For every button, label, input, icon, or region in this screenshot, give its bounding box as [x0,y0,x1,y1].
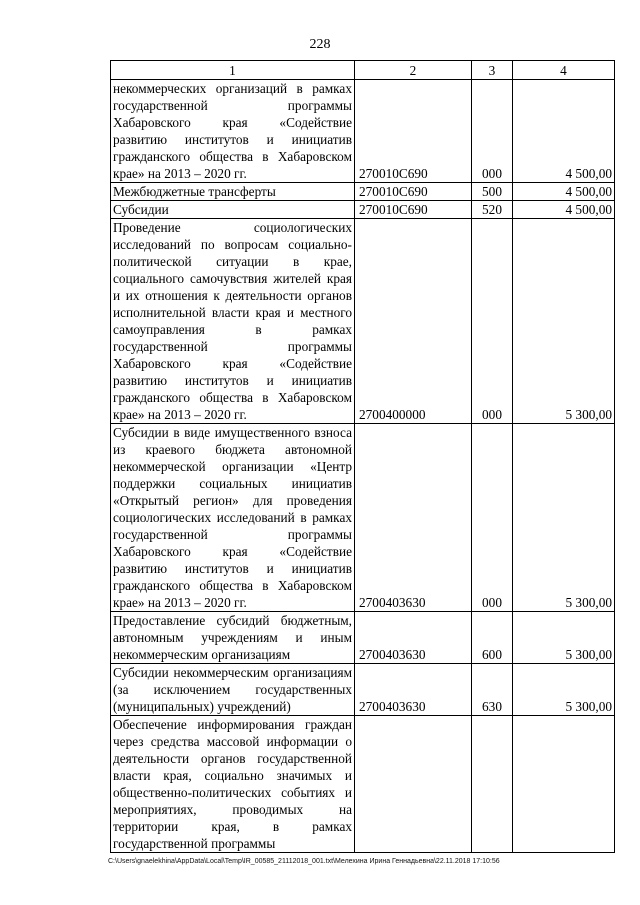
budget-table [110,60,615,853]
row-name: Обеспечение информирования граждан через средства массовой информации о деятельности органов государственной власти края, социально значимых и общественно-политических событиях и мероприятиях, проводимых на территории края, в рамках государственной программы [111,716,355,853]
row-expense-type: 000 [472,80,513,183]
row-expense-type [472,716,513,853]
table-row [111,612,615,664]
row-sum: 5 300,00 [513,664,615,716]
row-expense-type: 520 [472,201,513,219]
header-col-1: 1 [111,61,355,80]
row-code: 2700400000 [355,219,472,424]
row-code: 270010С690 [355,183,472,201]
table-row [111,80,615,183]
row-code: 270010С690 [355,201,472,219]
row-name: Предоставление субсидий бюджетным, автономным учреждениям и иным некоммерческим организациям [111,612,355,664]
table-row [111,183,615,201]
row-code: 2700403630 [355,424,472,612]
file-path-footer: C:\Users\gnaelekhina\AppData\Local\Temp\IR_00585_21112018_001.txt\Мелехина Ирина Геннадьевна\22.11.2018 17:10:56 [108,858,500,865]
header-col-3: 3 [472,61,513,80]
row-code [355,716,472,853]
row-name: Проведение социологических исследований по вопросам социально-политической ситуации в крае, социального самочувствия жителей края и их отношения к деятельности органов исполнительной власти края и местного самоуправления в рамках государственной программы Хабаровского края «Содействие развитию институтов и инициатив гражданского общества в Хабаровском крае» на 2013 – 2020 гг. [111,219,355,424]
row-name: Субсидии некоммерческим организациям (за исключением государственных (муниципальных) учреждений) [111,664,355,716]
row-sum: 5 300,00 [513,424,615,612]
row-expense-type: 600 [472,612,513,664]
row-name: некоммерческих организаций в рамках государственной программы Хабаровского края «Содействие развитию институтов и инициатив гражданского общества в Хабаровском крае» на 2013 – 2020 гг. [111,80,355,183]
table-row [111,424,615,612]
row-expense-type: 000 [472,424,513,612]
table-row [111,664,615,716]
row-code: 2700403630 [355,664,472,716]
row-name: Межбюджетные трансферты [111,183,355,201]
row-code: 2700403630 [355,612,472,664]
row-expense-type: 000 [472,219,513,424]
row-code: 270010С690 [355,80,472,183]
row-expense-type: 630 [472,664,513,716]
table-row [111,716,615,853]
row-sum: 5 300,00 [513,219,615,424]
row-sum: 4 500,00 [513,80,615,183]
page-number: 228 [309,37,331,52]
row-sum [513,716,615,853]
header-col-2: 2 [355,61,472,80]
table-row [111,201,615,219]
row-name: Субсидии [111,201,355,219]
row-expense-type: 500 [472,183,513,201]
row-name: Субсидии в виде имущественного взноса из краевого бюджета автономной некоммерческой организации «Центр поддержки социальных инициатив «Открытый регион» для проведения социологических исследований в рамках государственной программы Хабаровского края «Содействие развитию институтов и инициатив гражданского общества в Хабаровском крае» на 2013 – 2020 гг. [111,424,355,612]
row-sum: 5 300,00 [513,612,615,664]
table-header-row [111,61,615,80]
row-sum: 4 500,00 [513,201,615,219]
row-sum: 4 500,00 [513,183,615,201]
table-row [111,219,615,424]
header-col-4: 4 [513,61,615,80]
